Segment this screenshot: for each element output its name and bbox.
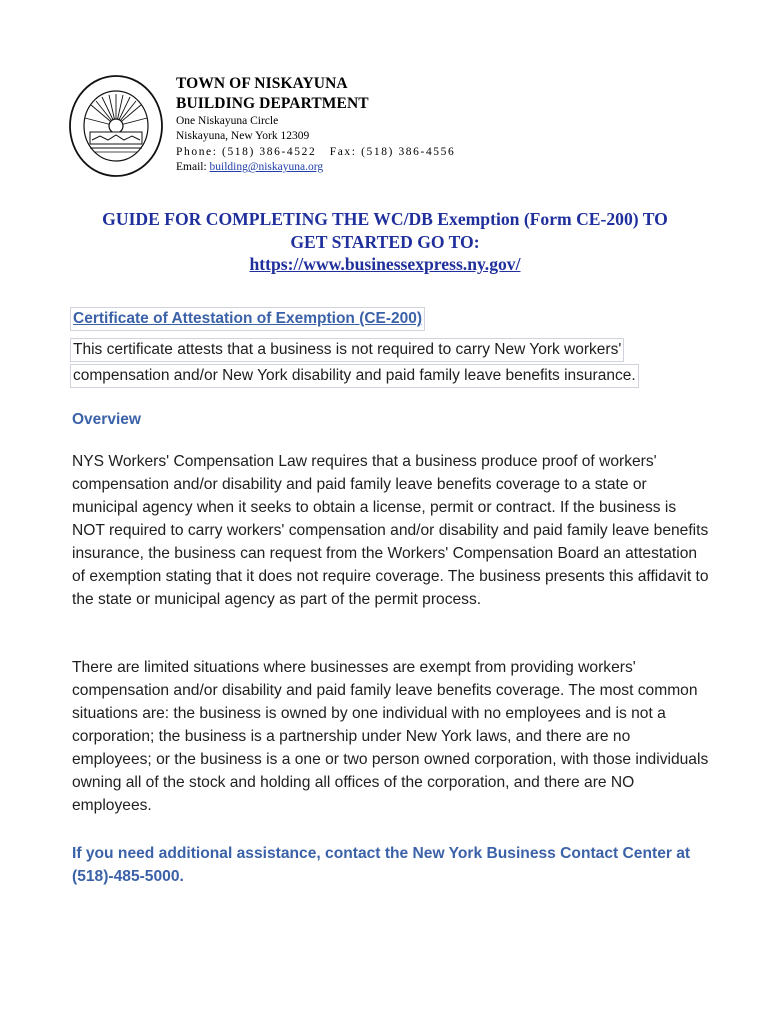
- address-line-1: One Niskayuna Circle: [176, 115, 279, 127]
- business-express-link[interactable]: https://www.businessexpress.ny.gov/: [249, 254, 521, 274]
- email-line: [176, 160, 455, 175]
- letterhead: [176, 74, 455, 176]
- fax-label: Fax:: [329, 145, 357, 158]
- phone-label: Phone:: [176, 145, 218, 158]
- town-name: TOWN OF NISKAYUNA: [176, 75, 348, 92]
- department-name: BUILDING DEPARTMENT: [176, 95, 369, 112]
- email-link[interactable]: building@niskayuna.org: [209, 161, 324, 174]
- guide-heading: [60, 208, 710, 276]
- phone-fax-line: [176, 145, 455, 160]
- email-label: Email:: [176, 161, 207, 174]
- address-line-2: Niskayuna, New York 12309: [176, 130, 310, 143]
- certificate-title: Certificate of Attestation of Exemption (CE-200): [70, 307, 425, 331]
- guide-heading-line-2: GET STARTED GO TO:: [290, 231, 480, 252]
- certificate-description-line-1: This certificate attests that a business is not required to carry New York workers': [70, 338, 624, 362]
- guide-heading-line-1: GUIDE FOR COMPLETING THE WC/DB Exemption (Form CE-200) TO: [102, 209, 668, 229]
- town-seal-icon: [68, 70, 164, 180]
- certificate-description-line-2: compensation and/or New York disability and paid family leave benefits insurance.: [70, 364, 639, 388]
- overview-paragraph-2: There are limited situations where businesses are exempt from providing workers' compensation and/or disability and paid family leave benefits coverage. The most common situations are: the business is owned by one individual with no employees and is not a corporation; the business is a partnership under New York laws, and there are no employees; or the business is a one or two person owned corporation, with those individuals owning all of the stock and holding all offices of the corporation, and there are NO employees.: [72, 659, 709, 814]
- contact-note: If you need additional assistance, contact the New York Business Contact Center at (518)-485-5000.: [72, 845, 691, 885]
- overview-heading: Overview: [72, 411, 141, 428]
- overview-paragraph-1: NYS Workers' Compensation Law requires that a business produce proof of workers' compensation and/or disability and paid family leave benefits coverage to a state or municipal agency when it seeks to obtain a license, permit or contract. If the business is NOT required to carry workers' compensation and/or disability and paid family leave benefits insurance, the business can request from the Workers' Compensation Board an attestation of exemption stating that it does not require coverage. The business presents this affidavit to the state or municipal agency as part of the permit process.: [72, 453, 709, 608]
- fax-number: (518) 386-4556: [361, 145, 456, 158]
- phone-number: (518) 386-4522: [222, 145, 317, 158]
